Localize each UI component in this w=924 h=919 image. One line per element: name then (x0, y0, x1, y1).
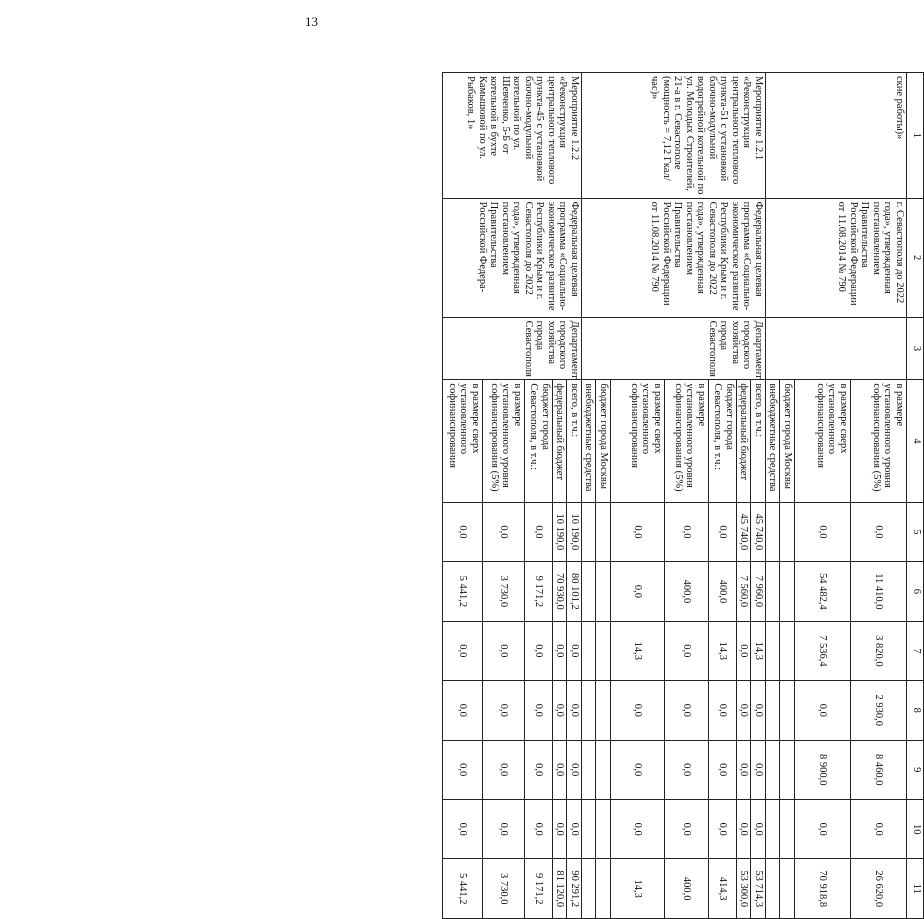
value-cell: 0,0 (525, 740, 553, 799)
col-header: 11 (907, 859, 924, 919)
col-header: 2 (907, 198, 924, 317)
funding-source-cell: внебюджетные средства (582, 380, 597, 502)
value-cell: 14,3 (709, 621, 737, 680)
value-cell (766, 681, 781, 740)
value-cell: 0,0 (665, 681, 709, 740)
value-cell: 9 171,2 (525, 859, 553, 919)
value-cell (596, 740, 611, 799)
value-cell: 0,0 (709, 502, 737, 561)
value-cell: 0,0 (737, 621, 752, 680)
value-cell: 0,0 (567, 681, 582, 740)
value-cell (766, 740, 781, 799)
value-cell: 0,0 (665, 621, 709, 680)
value-cell: 0,0 (525, 621, 553, 680)
value-cell (582, 799, 597, 858)
value-cell: 0,0 (443, 502, 483, 561)
value-cell (780, 562, 795, 621)
executor-cell: Департамент городского хозяйства города Севастополя (582, 317, 766, 380)
executor-cell: Департамент городского хозяйства города Севастополя (443, 317, 582, 380)
table-row (851, 73, 907, 919)
value-cell: 0,0 (567, 799, 582, 858)
activity-cell: Мероприятие 1.2.2 «Реконструкция центрального теплового пункта-45 с установкой блочно-модульной котельной по ул. Шевченко, 5-Б от котельной в бухте Камышовой по ул. Рыбаков, 1» (443, 73, 582, 199)
value-cell: 53 714,3 (751, 859, 766, 919)
value-cell: 0,0 (665, 799, 709, 858)
value-cell (582, 621, 597, 680)
value-cell: 400,0 (665, 562, 709, 621)
value-cell: 9 171,2 (525, 562, 553, 621)
value-cell: 0,0 (611, 562, 665, 621)
value-cell: 45 740,0 (751, 502, 766, 561)
funding-source-cell: бюджет города Москвы (780, 380, 795, 502)
value-cell: 8 900,0 (795, 740, 851, 799)
executor-cell (766, 317, 907, 380)
value-cell: 0,0 (737, 740, 752, 799)
funding-source-cell: бюджет города Севастополя, в т.ч.: (525, 380, 553, 502)
value-cell (596, 502, 611, 561)
page-number: 13 (305, 14, 318, 29)
funding-source-cell: бюджет города Москвы (596, 380, 611, 502)
value-cell: 0,0 (851, 502, 907, 561)
value-cell: 5 441,2 (443, 562, 483, 621)
funding-source-cell: федеральный бюджет (737, 380, 752, 502)
value-cell (596, 799, 611, 858)
value-cell: 7 960,0 (751, 562, 766, 621)
value-cell (596, 562, 611, 621)
value-cell: 7 536,4 (795, 621, 851, 680)
value-cell: 3 730,0 (483, 859, 525, 919)
value-cell: 0,0 (443, 681, 483, 740)
value-cell: 0,0 (443, 799, 483, 858)
funding-source-cell: в размере сверх установленного софинансирования (795, 380, 851, 502)
value-cell: 0,0 (611, 681, 665, 740)
value-cell (582, 502, 597, 561)
value-cell: 54 482,4 (795, 562, 851, 621)
value-cell (582, 740, 597, 799)
value-cell: 0,0 (665, 740, 709, 799)
value-cell: 0,0 (483, 681, 525, 740)
value-cell (780, 502, 795, 561)
value-cell: 80 101,2 (567, 562, 582, 621)
value-cell: 0,0 (483, 621, 525, 680)
value-cell: 0,0 (525, 799, 553, 858)
funding-source-cell: в размере установленного уровня софинансирования (5%) (665, 380, 709, 502)
funding-source-cell: бюджет города Севастополя, в т.ч.: (709, 380, 737, 502)
value-cell: 11 410,0 (851, 562, 907, 621)
col-header: 10 (907, 799, 924, 858)
value-cell: 0,0 (443, 621, 483, 680)
value-cell: 0,0 (751, 681, 766, 740)
value-cell: 0,0 (553, 740, 568, 799)
value-cell: 0,0 (795, 681, 851, 740)
funding-source-cell: в размере установленного уровня софинансирования (5%) (851, 380, 907, 502)
value-cell: 0,0 (483, 799, 525, 858)
value-cell: 0,0 (483, 740, 525, 799)
rotated-table-container (447, 72, 924, 919)
activity-cell: ские работы)» (766, 73, 907, 199)
value-cell: 0,0 (751, 740, 766, 799)
value-cell: 7 560,0 (737, 562, 752, 621)
value-cell: 3 820,0 (851, 621, 907, 680)
value-cell: 0,0 (553, 681, 568, 740)
program-cell: г. Севастополя до 2022 года», утвержденная постановлением Правительства Российской Федерации от 11.08.2014 № 790 (766, 198, 907, 317)
col-header: 7 (907, 621, 924, 680)
value-cell: 400,0 (709, 562, 737, 621)
value-cell: 0,0 (795, 799, 851, 858)
value-cell (582, 859, 597, 919)
col-header: 5 (907, 502, 924, 561)
value-cell (780, 799, 795, 858)
funding-source-cell: в размере сверх установленного софинансирования (443, 380, 483, 502)
funding-table (442, 72, 924, 919)
value-cell (780, 621, 795, 680)
col-header: 3 (907, 317, 924, 380)
value-cell (780, 740, 795, 799)
col-header: 6 (907, 562, 924, 621)
value-cell: 0,0 (851, 799, 907, 858)
funding-source-cell: в размере установленного уровня софинансирования (5%) (483, 380, 525, 502)
value-cell: 8 460,0 (851, 740, 907, 799)
value-cell: 90 291,2 (567, 859, 582, 919)
value-cell: 14,3 (611, 621, 665, 680)
funding-source-cell: внебюджетные средства (766, 380, 781, 502)
value-cell: 3 730,0 (483, 562, 525, 621)
value-cell: 70 918,8 (795, 859, 851, 919)
value-cell (596, 621, 611, 680)
value-cell: 0,0 (611, 502, 665, 561)
value-cell: 81 120,0 (553, 859, 568, 919)
value-cell: 0,0 (553, 799, 568, 858)
value-cell: 0,0 (525, 502, 553, 561)
activity-cell: Мероприятие 1.2.1 «Реконструкция центрального теплового пункта-51 с установкой блочно-модульной водогрейной котельной по ул. Молодых Строителей, 21-а в г. Севастополе (мощность = 7,12 Гкал/час)» (582, 73, 766, 199)
value-cell: 0,0 (553, 621, 568, 680)
value-cell: 0,0 (709, 799, 737, 858)
value-cell (766, 562, 781, 621)
col-header: 4 (907, 380, 924, 502)
table-row (751, 73, 766, 919)
value-cell: 0,0 (525, 681, 553, 740)
value-cell: 14,3 (611, 859, 665, 919)
funding-source-cell: в размере сверх установленного софинансирования (611, 380, 665, 502)
value-cell (596, 859, 611, 919)
table-row (567, 73, 582, 919)
value-cell: 0,0 (751, 799, 766, 858)
value-cell: 0,0 (611, 799, 665, 858)
col-header: 8 (907, 681, 924, 740)
funding-source-cell: всего, в т.ч.: (751, 380, 766, 502)
value-cell (582, 681, 597, 740)
value-cell: 45 740,0 (737, 502, 752, 561)
value-cell (596, 681, 611, 740)
value-cell: 0,0 (665, 502, 709, 561)
value-cell: 14,3 (751, 621, 766, 680)
value-cell: 0,0 (737, 799, 752, 858)
value-cell: 414,3 (709, 859, 737, 919)
value-cell: 0,0 (443, 740, 483, 799)
value-cell: 53 300,0 (737, 859, 752, 919)
value-cell: 70 930,0 (553, 562, 568, 621)
value-cell: 0,0 (737, 681, 752, 740)
value-cell (766, 859, 781, 919)
value-cell: 0,0 (483, 502, 525, 561)
col-header: 9 (907, 740, 924, 799)
value-cell: 10 190,0 (553, 502, 568, 561)
value-cell: 2 930,0 (851, 681, 907, 740)
value-cell: 0,0 (709, 681, 737, 740)
header-row (907, 73, 924, 919)
value-cell (582, 562, 597, 621)
value-cell: 0,0 (795, 502, 851, 561)
value-cell (780, 859, 795, 919)
value-cell: 5 441,2 (443, 859, 483, 919)
value-cell (780, 681, 795, 740)
value-cell: 0,0 (709, 740, 737, 799)
value-cell: 10 190,0 (567, 502, 582, 561)
value-cell (766, 502, 781, 561)
program-cell: Федеральная целевая программа «Социально-экономическое развитие Республики Крым и г. Севастополя до 2022 года», утвержденная постановлением Правительства Российской Федера- (443, 198, 582, 317)
value-cell (766, 799, 781, 858)
program-cell: Федеральная целевая программа «Социально-экономическое развитие Республики Крым и г. Севастополя до 2022 года», утвержденная постановлением Правительства Российской Федерации от 11.08.2014 № 790 (582, 198, 766, 317)
value-cell: 400,0 (665, 859, 709, 919)
col-header: 1 (907, 73, 924, 199)
value-cell: 0,0 (611, 740, 665, 799)
value-cell: 0,0 (567, 740, 582, 799)
funding-source-cell: федеральный бюджет (553, 380, 568, 502)
funding-source-cell: всего, в т.ч.: (567, 380, 582, 502)
value-cell: 0,0 (567, 621, 582, 680)
value-cell (766, 621, 781, 680)
value-cell: 26 620,0 (851, 859, 907, 919)
